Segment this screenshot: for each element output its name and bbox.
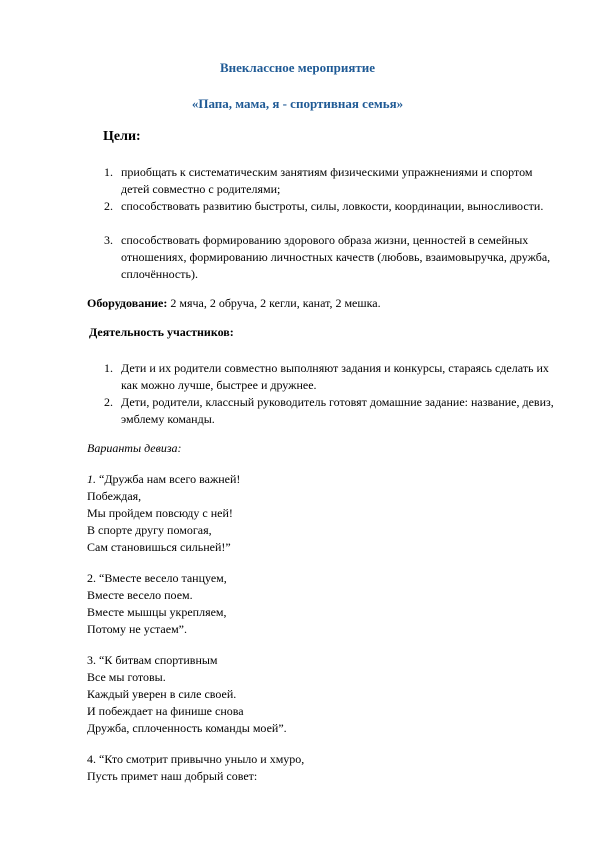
mottos-heading: Варианты девиза:: [87, 441, 182, 455]
motto-line: И побеждает на финише снова: [87, 704, 244, 718]
goal-text: способствовать развитию быстроты, силы, ловкости, координации, выносливости.: [121, 199, 544, 213]
equipment-label: Оборудование:: [87, 296, 168, 310]
goal-number: 2.: [104, 199, 113, 213]
equipment-line: [87, 295, 381, 312]
motto-1-number: 1.: [87, 472, 96, 486]
motto-line: Пусть примет наш добрый совет:: [87, 769, 258, 783]
activity-text: Дети, родители, классный руководитель готовят домашние задание: название, девиз, эмблему команды.: [121, 395, 554, 426]
document-subtitle: «Папа, мама, я - спортивная семья»: [191, 96, 404, 111]
motto-line: “Дружба нам всего важней!: [99, 472, 241, 486]
equipment-text: 2 мяча, 2 обруча, 2 кегли, канат, 2 мешка.: [167, 296, 381, 310]
motto-line: Каждый уверен в силе своей.: [87, 687, 237, 701]
motto-line: Потому не устаем”.: [87, 622, 187, 636]
motto-line: 4. “Кто смотрит привычно уныло и хмуро,: [87, 752, 305, 766]
goal-number: 3.: [104, 233, 113, 247]
motto-line: Вместе весело поем.: [87, 588, 193, 602]
goal-number: 1.: [104, 165, 113, 179]
motto-line: Вместе мышцы укрепляем,: [87, 605, 227, 619]
document-title: Внеклассное мероприятие: [219, 60, 375, 75]
motto-line: Дружба, сплоченность команды моей”.: [87, 721, 287, 735]
motto-line: Сам становишься сильней!”: [87, 540, 231, 554]
motto-line: 3. “К битвам спортивным: [87, 653, 218, 667]
motto-line: Все мы готовы.: [87, 670, 166, 684]
activity-text: Дети и их родители совместно выполняют задания и конкурсы, стараясь сделать их как можно лучше, быстрее и дружнее.: [121, 361, 549, 392]
activity-heading: Деятельность участников:: [89, 325, 234, 339]
goals-heading: Цели:: [103, 129, 141, 144]
motto-line: Мы пройдем повсюду с ней!: [87, 506, 233, 520]
goal-text: способствовать формированию здорового образа жизни, ценностей в семейных отношениях, формированию личностных качеств (любовь, взаимовыручка, дружба, сплочённость).: [121, 233, 551, 281]
motto-line: Побеждая,: [87, 489, 142, 503]
activity-number: 2.: [104, 395, 113, 409]
motto-1-line: [87, 471, 240, 488]
goal-text: приобщать к систематическим занятиям физическими упражнениями и спортом детей совместно с родителями;: [121, 165, 533, 196]
motto-line: 2. “Вместе весело танцуем,: [87, 571, 227, 585]
motto-line: В спорте другу помогая,: [87, 523, 212, 537]
activity-number: 1.: [104, 361, 113, 375]
